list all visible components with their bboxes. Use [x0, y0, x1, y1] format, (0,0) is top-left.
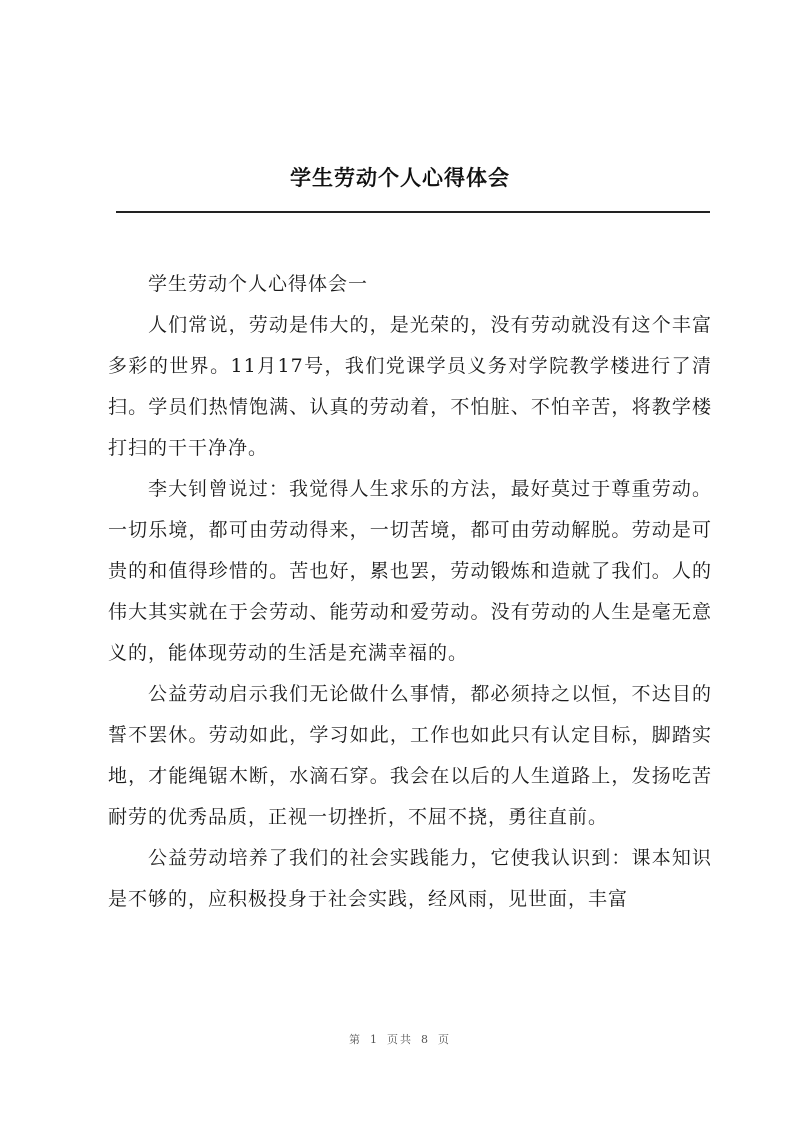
footer-suffix: 页 [438, 1033, 451, 1046]
footer-total-pages: 8 [421, 1033, 430, 1046]
footer-middle: 页共 [387, 1033, 413, 1046]
title-underline [116, 211, 710, 213]
paragraph: 人们常说，劳动是伟大的，是光荣的，没有劳动就没有这个丰富多彩的世界。11月17号，我们党课学员义务对学院教学楼进行了清扫。学员们热情饱满、认真的劳动着，不怕脏、不怕辛苦，将教学楼打扫的干干净净。 [108, 314, 712, 459]
footer-page-number: 1 [370, 1033, 379, 1046]
paragraph: 公益劳动培养了我们的社会实践能力，它使我认识到：课本知识是不够的，应积极投身于社会实践，经风雨，见世面，丰富 [108, 847, 712, 910]
document-title: 学生劳动个人心得体会 [290, 165, 510, 190]
page-footer [0, 1031, 800, 1047]
paragraph: 李大钊曾说过：我觉得人生求乐的方法，最好莫过于尊重劳动。一切乐境，都可由劳动得来，一切苦境，都可由劳动解脱。劳动是可贵的和值得珍惜的。苦也好，累也罢，劳动锻炼和造就了我们。人的伟大其实就在于会劳动、能劳动和爱劳动。没有劳动的人生是毫无意义的，能体现劳动的生活是充满幸福的。 [108, 478, 712, 664]
document-body [108, 264, 712, 920]
footer-prefix: 第 [349, 1033, 362, 1046]
paragraph: 公益劳动启示我们无论做什么事情，都必须持之以恒，不达目的誓不罢休。劳动如此，学习如此，工作也如此只有认定目标，脚踏实地，才能绳锯木断，水滴石穿。我会在以后的人生道路上，发扬吃苦耐劳的优秀品质，正视一切挫折，不屈不挠，勇往直前。 [108, 683, 712, 828]
paragraph-heading: 学生劳动个人心得体会一 [148, 273, 369, 295]
